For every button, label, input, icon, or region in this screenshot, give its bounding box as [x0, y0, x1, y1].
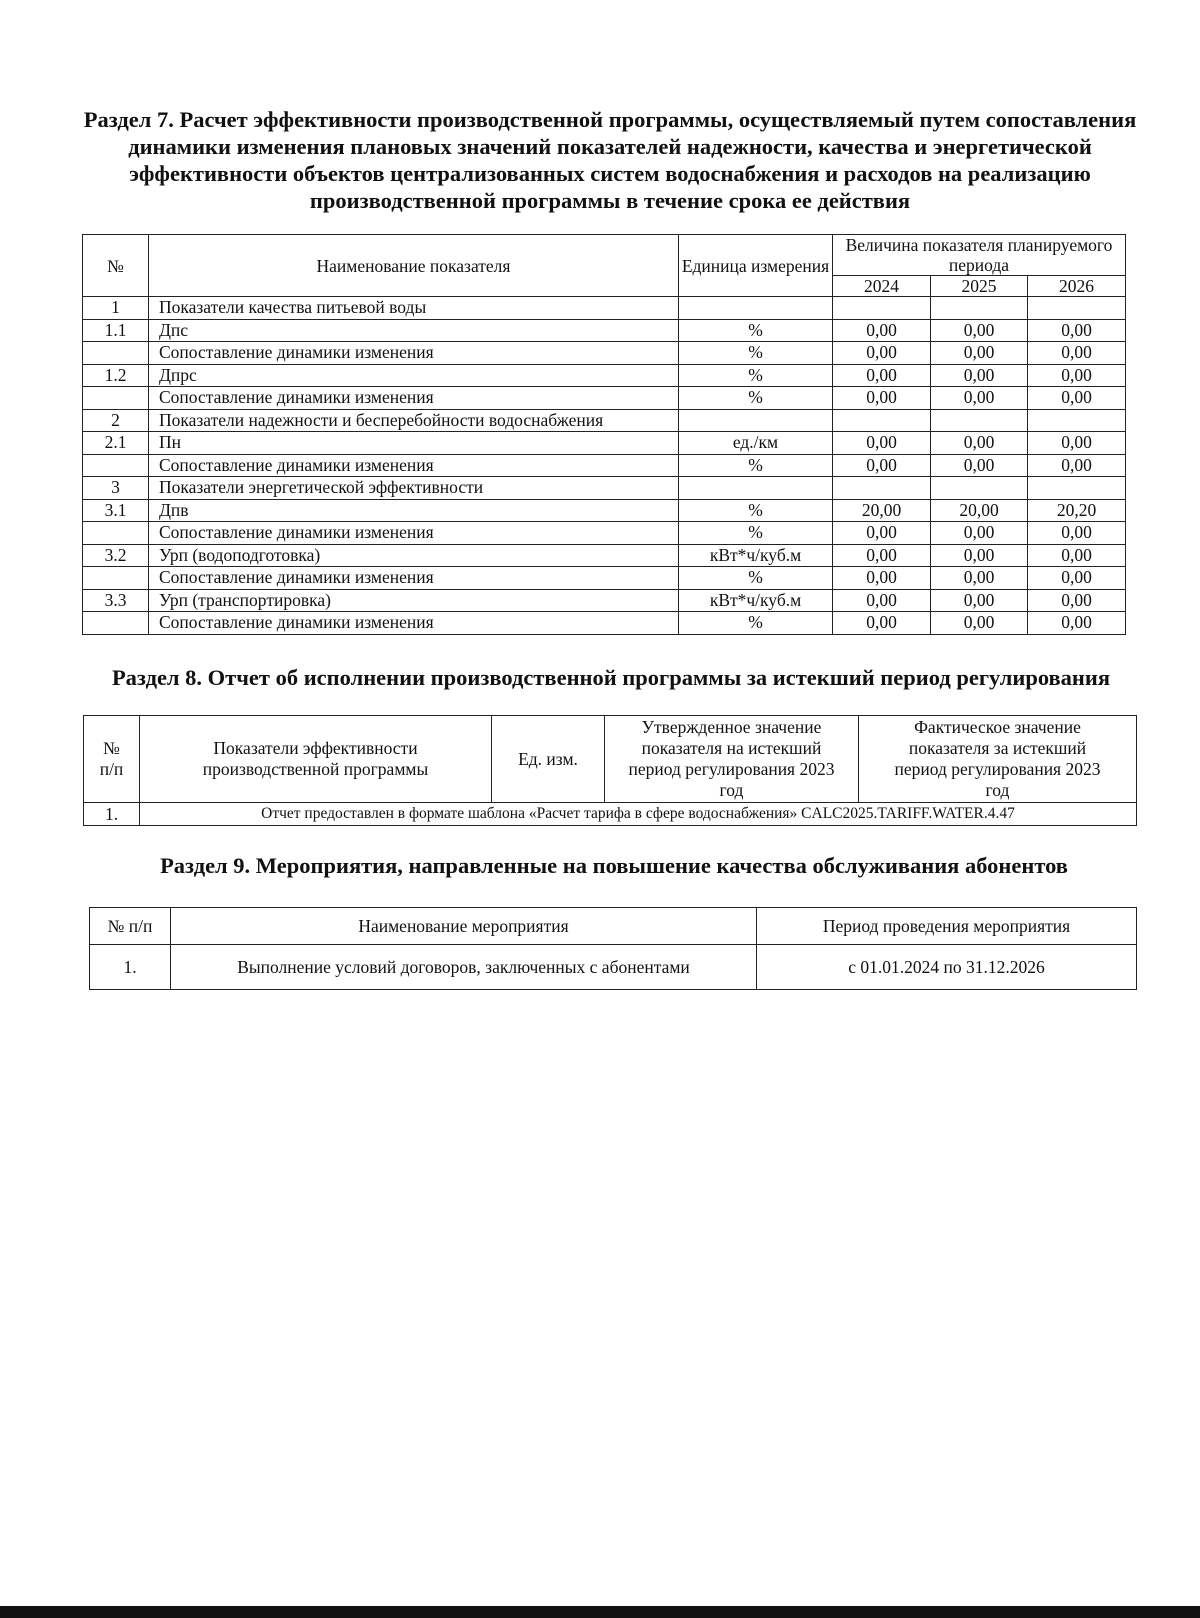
header-unit: Ед. изм.	[492, 716, 605, 803]
value-2024	[833, 409, 931, 432]
indicator-name: Показатели надежности и бесперебойности водоснабжения	[149, 409, 679, 432]
indicator-name: Показатели качества питьевой воды	[149, 297, 679, 320]
indicator-name: Сопоставление динамики изменения	[149, 387, 679, 410]
unit	[679, 297, 833, 320]
value-2026	[1028, 409, 1126, 432]
value-2025	[931, 297, 1028, 320]
unit: %	[679, 387, 833, 410]
table-row	[83, 522, 1126, 545]
value-2025: 0,00	[931, 544, 1028, 567]
value-2025: 20,00	[931, 499, 1028, 522]
row-number	[83, 387, 149, 410]
header-no	[84, 716, 140, 803]
table-row	[83, 567, 1126, 590]
table-row	[83, 454, 1126, 477]
row-number: 3.2	[83, 544, 149, 567]
table-row	[84, 803, 1137, 826]
table-row	[83, 544, 1126, 567]
table-row	[83, 319, 1126, 342]
value-2024: 0,00	[833, 454, 931, 477]
report-note: Отчет предоставлен в формате шаблона «Расчет тарифа в сфере водоснабжения» CALC2025.TARIFF.WATER.4.47	[140, 803, 1137, 826]
value-2024: 0,00	[833, 612, 931, 635]
value-2025: 0,00	[931, 364, 1028, 387]
value-2026: 0,00	[1028, 522, 1126, 545]
indicator-name: Сопоставление динамики изменения	[149, 342, 679, 365]
value-2026	[1028, 297, 1126, 320]
row-number: 3.3	[83, 589, 149, 612]
value-2026: 0,00	[1028, 544, 1126, 567]
indicator-name: Сопоставление динамики изменения	[149, 567, 679, 590]
header-unit: Единица измерения	[679, 235, 833, 297]
section9-table	[89, 907, 1137, 990]
unit: %	[679, 612, 833, 635]
header-indicator-name: Наименование показателя	[149, 235, 679, 297]
header-year: 2026	[1028, 276, 1126, 297]
value-2024: 0,00	[833, 544, 931, 567]
table-row	[83, 409, 1126, 432]
value-2024	[833, 297, 931, 320]
indicator-name: Сопоставление динамики изменения	[149, 612, 679, 635]
indicator-name: Пн	[149, 432, 679, 455]
row-number	[83, 342, 149, 365]
unit: %	[679, 499, 833, 522]
unit	[679, 409, 833, 432]
row-number: 3.1	[83, 499, 149, 522]
value-2026: 0,00	[1028, 387, 1126, 410]
row-number	[83, 522, 149, 545]
value-2026: 0,00	[1028, 432, 1126, 455]
section8-table	[83, 715, 1137, 826]
indicator-name: Показатели энергетической эффективности	[149, 477, 679, 500]
indicator-name: Сопоставление динамики изменения	[149, 522, 679, 545]
header-no-symbol: №	[103, 738, 120, 758]
table-row	[83, 477, 1126, 500]
value-2026	[1028, 477, 1126, 500]
unit: кВт*ч/куб.м	[679, 544, 833, 567]
value-2024: 20,00	[833, 499, 931, 522]
header-actual-value: Фактическое значение показателя за истекший период регулирования 2023 год	[859, 716, 1137, 803]
value-2026: 0,00	[1028, 342, 1126, 365]
table-row	[83, 432, 1126, 455]
value-2026: 0,00	[1028, 589, 1126, 612]
section9-heading: Раздел 9. Мероприятия, направленные на повышение качества обслуживания абонентов	[160, 853, 1068, 878]
row-number: 1	[83, 297, 149, 320]
value-2026: 0,00	[1028, 454, 1126, 477]
value-2026: 0,00	[1028, 612, 1126, 635]
activity-name: Выполнение условий договоров, заключенных с абонентами	[171, 945, 757, 990]
section7-table	[82, 234, 1126, 635]
unit: %	[679, 522, 833, 545]
table-row	[83, 364, 1126, 387]
indicator-name: Дпрс	[149, 364, 679, 387]
header-no: №	[83, 235, 149, 297]
unit	[679, 477, 833, 500]
value-2024: 0,00	[833, 387, 931, 410]
unit: %	[679, 567, 833, 590]
row-number: 1.1	[83, 319, 149, 342]
value-2025	[931, 409, 1028, 432]
section8-heading: Раздел 8. Отчет об исполнении производственной программы за истекший период регулирования	[111, 665, 1111, 690]
value-2026: 0,00	[1028, 319, 1126, 342]
value-2025: 0,00	[931, 432, 1028, 455]
value-2024: 0,00	[833, 567, 931, 590]
value-2024: 0,00	[833, 522, 931, 545]
value-2025: 0,00	[931, 387, 1028, 410]
value-2025: 0,00	[931, 612, 1028, 635]
row-number	[83, 454, 149, 477]
indicator-name: Урп (водоподготовка)	[149, 544, 679, 567]
row-number	[83, 612, 149, 635]
activity-period: с 01.01.2024 по 31.12.2026	[757, 945, 1137, 990]
value-2024: 0,00	[833, 364, 931, 387]
header-activity-period: Период проведения мероприятия	[757, 908, 1137, 945]
row-number: 3	[83, 477, 149, 500]
value-2024: 0,00	[833, 342, 931, 365]
section7-heading: Раздел 7. Расчет эффективности производственной программы, осуществляемый путем сопоставления динамики изменения плановых значений показателей надежности, качества и энергетической эффективности объектов централизованных систем водоснабжения и расходов на реализацию производственной программы в течение срока ее действия	[83, 107, 1137, 213]
indicator-name: Дпв	[149, 499, 679, 522]
unit: %	[679, 364, 833, 387]
header-no: № п/п	[90, 908, 171, 945]
indicator-name: Урп (транспортировка)	[149, 589, 679, 612]
table-row	[83, 612, 1126, 635]
table-row	[90, 945, 1137, 990]
value-2024	[833, 477, 931, 500]
value-2025	[931, 477, 1028, 500]
value-2025: 0,00	[931, 319, 1028, 342]
table-row	[83, 499, 1126, 522]
table-row	[83, 297, 1126, 320]
indicator-name: Сопоставление динамики изменения	[149, 454, 679, 477]
value-2026: 0,00	[1028, 567, 1126, 590]
indicator-name: Дпс	[149, 319, 679, 342]
header-period: Величина показателя планируемого периода	[833, 235, 1126, 276]
value-2025: 0,00	[931, 342, 1028, 365]
row-number: 1.	[90, 945, 171, 990]
unit: кВт*ч/куб.м	[679, 589, 833, 612]
row-number: 2.1	[83, 432, 149, 455]
value-2025: 0,00	[931, 522, 1028, 545]
unit: %	[679, 342, 833, 365]
value-2025: 0,00	[931, 567, 1028, 590]
header-indicators: Показатели эффективности производственной программы	[140, 716, 492, 803]
value-2024: 0,00	[833, 589, 931, 612]
value-2026: 20,20	[1028, 499, 1126, 522]
header-year: 2024	[833, 276, 931, 297]
value-2025: 0,00	[931, 454, 1028, 477]
value-2025: 0,00	[931, 589, 1028, 612]
table-row	[83, 589, 1126, 612]
value-2024: 0,00	[833, 432, 931, 455]
row-number	[83, 567, 149, 590]
header-year: 2025	[931, 276, 1028, 297]
header-approved-value: Утвержденное значение показателя на истекший период регулирования 2023 год	[605, 716, 859, 803]
row-number: 2	[83, 409, 149, 432]
header-activity-name: Наименование мероприятия	[171, 908, 757, 945]
row-number: 1.	[84, 803, 140, 826]
row-number: 1.2	[83, 364, 149, 387]
unit: %	[679, 454, 833, 477]
unit: %	[679, 319, 833, 342]
header-no-abbr: п/п	[99, 759, 124, 779]
value-2026: 0,00	[1028, 364, 1126, 387]
scan-edge-strip	[0, 1606, 1200, 1618]
table-row	[83, 342, 1126, 365]
value-2024: 0,00	[833, 319, 931, 342]
unit: ед./км	[679, 432, 833, 455]
table-row	[83, 387, 1126, 410]
